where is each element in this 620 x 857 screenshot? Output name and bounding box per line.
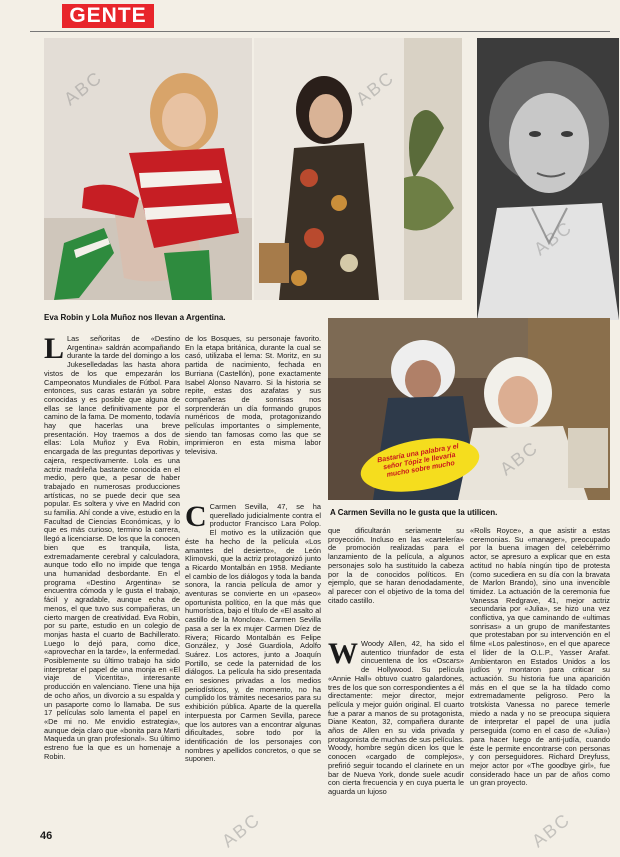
photo-portrait-bw bbox=[477, 38, 619, 320]
section-masthead bbox=[62, 4, 154, 28]
dropcap-l: L bbox=[44, 335, 65, 365]
article-girls-text-cont: de los Bosques, su personaje favorito. En la etapa británica, durante la cual se casó, utilizaba el lema: St. Moritz, en su partida de nacimiento, fechada en Burriana (Castellón), pone exactamente Isabel Alonso Navarro. Si la historia se repite, estas dos azafatas y sus compañeras de sonrisas nos sorprenderán un día formando grupos numéricos de moda, protagonizando películas importantes o simplemente, siendo tan famosas como las que se imprimieron en esta misma labor televisiva. bbox=[185, 335, 321, 457]
article-carmen-cont-col bbox=[328, 527, 464, 632]
photo-lola-munoz bbox=[254, 38, 462, 300]
article-girls-text: Las señoritas de «Destino Argentina» saldrán acompañando durante la tarde del domingo a los Jukeselledadas las hasta ahora vistos de los que empezarán los Campeonatos Mundiales de Fútbol. Para entonces, sus caras estarán ya sobre conocidas y es posible que alguna de ellas se lance definitivamente por el camino de la fama. De momento, todavía hay que hacerlas una breve presentación. Hoy traemos a dos de ellas: Lola Muñoz y Eva Robin, encargada de las preguntas deportivas y cajera, respectivamente. Lola es una actriz madrileña bastante conocida en el medio, pero que, a pesar de haber trabajado en numerosas producciones artísticas, no se puede decir que sea popular. Es soltera y vive en Madrid con su familia. Ahí conde a vive, estudio en la Facultad de Ciencias Económicas, y lo que es más curioso, termino la carrera, llegó a licenciarse. De los que la conocen bien que es tranquila, lista, extremadamente cerebral y calculadora, aunque todo ello no impide que tenga una humanidad desbordante. En el programa «Destino Argentina» se encuentra cómoda y le gusta el trabajo, fácil y agradable, aunque echa de menos, el que tuvo sus compañeras, un cierto margen de creatividad. Eva Robin, por su parte, estudio en un colegio de monjas hasta el cuarto de Bachillerato. Luego lo dejó para, como dice, «aprovechar en la tarde», la enfermedad. Posiblemente su último trabajo ha sido interpretar el papel de una monja en «El viaje de Vicentita», interesante producción en valenciano. Tiene una hija de ocho años, un divorcio a su espalda y un pasaporte como lo llamaba. De sus 17 películas solo lamenta el papel en «De mi no. Me envidio estrategia», aunque deja claro que «bonita para Marti Maqueda un gran profesional». Su último estreno fue la que es un homenaje a Robin. bbox=[44, 335, 180, 761]
article-woody-col2 bbox=[470, 527, 610, 823]
top-rule bbox=[30, 31, 610, 32]
masthead-label: GENTE bbox=[69, 4, 147, 27]
speech-bubble-text: Bastaría una palabra y el señor Tópiz le llevaría mucho sobre mucho bbox=[376, 443, 460, 479]
article-woody-text-cont: «Rolls Royce», a que asistir a estas ceremonias. Su «manager», preocupado por la buena imagen del celebérrimo actor, se apresuro a explicar que en esta actitud no había ningún tipo de protesta (como sucediera en su día con la bravata de Marlon Brando), sino una invencible timidez. La actuación de la ceremonia fue Vanessa Redgrave, 41, mejor actriz secundaria por «Julia», se hizo una vez conflictiva, ya que caminando de «ultimas sonrisas» a un grupo de manifestantes que protestaban por su intervención en el filme «Los palestinos», en el que aparece el líder de la O.L.P., Yasser Arafat. Ambientaron en Estados Unidos a los judíos y montaron para criticar su actuación. Su historia fue una aparición más en el que se la ha tildado como extremadamente peligroso. Pero la trotskista Vanessa no parece temerle miedo a nada y no se preocupa siquiera de interpretar el papel de una judía perseguida (como en el caso de «Julia») para hacer luego de anti-judía, cuando éste le permite encontrarse con personas y con perseguidores. Richard Dreyfuss, mejor actor por «The goodbye girl», fue considerado hace un par de años como un gran proyecto. bbox=[470, 527, 610, 788]
dropcap-w: W bbox=[328, 640, 358, 670]
caption-top: Eva Robin y Lola Muñoz nos llevan a Argentina. bbox=[44, 313, 226, 322]
photo-eva-robin bbox=[44, 38, 252, 300]
watermark-3: ABC bbox=[530, 216, 577, 260]
article-woody-col1 bbox=[328, 640, 464, 823]
caption-right: A Carmen Sevilla no le gusta que la utilicen. bbox=[330, 508, 498, 517]
watermark-6: ABC bbox=[528, 808, 575, 852]
photo-portrait-drawing bbox=[477, 38, 619, 320]
article-girls-col1 bbox=[44, 335, 180, 820]
article-carmen-col bbox=[185, 503, 321, 823]
watermark-4: ABC bbox=[496, 436, 543, 480]
article-carmen-text: Carmen Sevilla, 47, se ha querellado judicialmente contra el productor Francisco Lara Polop. El motivo es la utilización que éste ha hecho de la película «Los amantes del desierto», de León Klimovski, que la actriz protagonizó junto a Ricardo Montalbán en 1958. Mediante el cambio de los diálogos y toda la banda sonora, la rancia película de amor y aventuras se convierte en un «paseo» oportunista político, en la que más que humorística, bajo el título de «El asalto al castillo de la Moncloa». Carmen Sevilla pasa a ser la ex mujer Carmen Díez de Rivera; Ricardo Montalbán es Felipe González, y José Guardiola, Adolfo Suárez. Los actores, junto a Joaquín Portillo, se cede la paternidad de los diálogos. La película ha sido presentada en sesiones privadas a los medios periodísticos, y, de momento, no ha cumplido los trámites necesarios para su exhibición pública. Aparte de la querella interpuesta por Carmen Sevilla, parece que los autores van a encontrar algunas dificultades, sobre todo por la identificación de los personajes con nombres y apellidos concretos, o que se suponen. bbox=[185, 503, 321, 764]
watermark-5: ABC bbox=[218, 808, 265, 852]
watermark-2: ABC bbox=[352, 66, 399, 110]
article-woody-text: Woody Allen, 42, ha sido el autentico triunfador de esta cincuentena de los «Oscars» de Hollywood. Su película «Annie Hall» obtuvo cuatro galardones, tres de los que son correspondientes a él directamente: mejor director, mejor película y mejor guión original. El cuarto fue a parar a manos de su protagonista, Diane Keaton, 32, compañera durante años de Allen en su vida privada y protagonista de muchas de sus películas. Woody, hombre según dicen los que le conocen «cargado de complejos», prefirió seguir tocando el clarinete en un bar de Nueva York, donde suele acudir con cierta frecuencia y en cuya puerta le aguarda un lujoso bbox=[328, 640, 464, 796]
article-girls-col2 bbox=[185, 335, 321, 485]
article-carmen-text-cont: que dificultarán seriamente su proyección. Incluso en las «cartelería» de promoción realizadas para el lanzamiento de la película, a algunos personajes solo ha sustituido la cabeza por la de conocidos políticos. En ejemplo, que se haran denodadamente, al parecer con el objetivo de la toma del citado castillo. bbox=[328, 527, 464, 605]
watermark-1: ABC bbox=[60, 66, 107, 110]
photo-lola-munoz-drawing bbox=[254, 38, 462, 300]
dropcap-c: C bbox=[185, 503, 207, 533]
page-number: 46 bbox=[40, 830, 53, 842]
photo-eva-robin-drawing bbox=[44, 38, 252, 300]
